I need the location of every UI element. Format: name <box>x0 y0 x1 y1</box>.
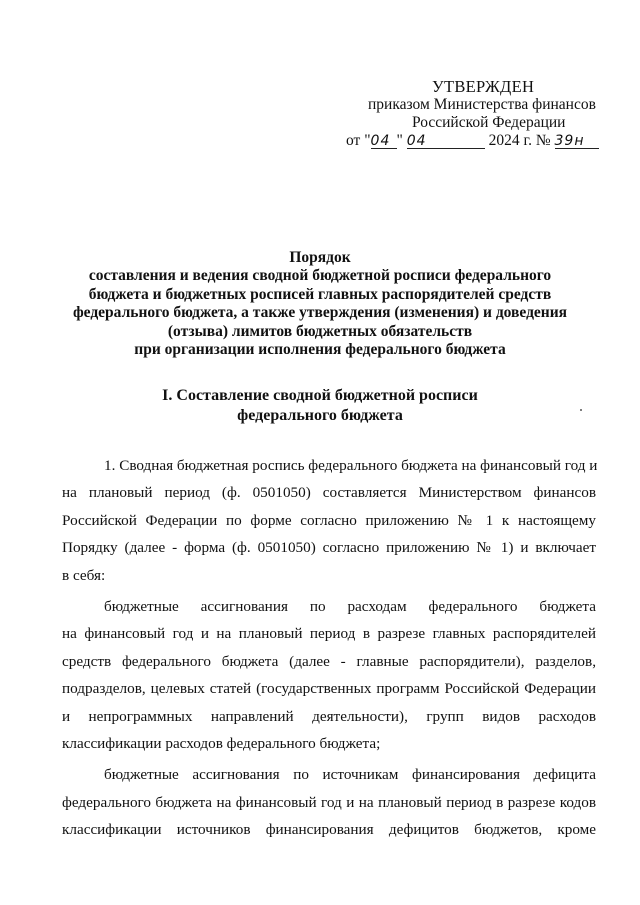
date-day-field <box>371 134 397 149</box>
body-line: 1. Сводная бюджетная роспись федерального бюджета на финансовый год и <box>104 457 598 474</box>
approval-federation-line: Российской Федерации <box>412 114 566 131</box>
section-heading-line: федерального бюджета <box>237 407 403 424</box>
date-quote: " <box>396 132 403 149</box>
body-line: федерального бюджета на финансовый год и на плановый период в разрезе кодов <box>62 793 596 811</box>
body-line: Российской Федерации по форме согласно приложению № 1 к настоящему <box>62 511 596 529</box>
title-line: бюджета и бюджетных росписей главных распорядителей средств <box>88 285 552 303</box>
body-line: на финансовый год и на плановый период в разрезе главных распорядителей <box>62 625 596 643</box>
title-line: Порядок <box>289 249 351 266</box>
body-line: на плановый период (ф. 0501050) составляется Министерством финансов <box>62 484 596 502</box>
title-line: при организации исполнения федерального бюджета <box>134 341 506 359</box>
title-line: федерального бюджета, а также утверждения (изменения) и доведения <box>72 304 568 322</box>
paragraph-3 <box>62 761 596 843</box>
date-month-handwritten: 04 <box>406 133 427 149</box>
body-line: в себя: <box>62 566 106 584</box>
date-prefix: от " <box>346 132 371 149</box>
date-month-field <box>407 134 485 149</box>
section-heading <box>60 386 580 426</box>
order-number-handwritten: 39н <box>554 133 585 149</box>
body-line: и непрограммных направлений деятельности), групп видов расходов <box>62 707 596 725</box>
body-line: классификации источников финансирования дефицитов бюджетов, кроме <box>62 821 596 839</box>
document-title <box>60 249 580 359</box>
title-line: составления и ведения сводной бюджетной росписи федерального <box>88 267 552 285</box>
paragraph-2 <box>62 593 596 757</box>
document-body <box>62 452 596 843</box>
title-line: (отзыва) лимитов бюджетных обязательств <box>167 322 473 340</box>
order-number-field <box>555 134 599 149</box>
date-day-handwritten: 04 <box>370 133 391 149</box>
section-heading-line: I. Составление сводной бюджетной росписи <box>162 387 478 404</box>
approval-order-line: приказом Министерства финансов <box>368 96 596 113</box>
approval-title: УТВЕРЖДЕН <box>432 77 535 96</box>
body-line: классификации расходов федерального бюджета; <box>62 734 381 752</box>
date-year-text: 2024 г. № <box>488 132 551 149</box>
body-line: средств федерального бюджета (далее - главные распорядители), разделов, <box>62 652 596 670</box>
scan-speck <box>580 409 582 411</box>
body-line: бюджетные ассигнования по расходам федерального бюджета <box>104 597 596 615</box>
body-line: Порядку (далее - форма (ф. 0501050) согласно приложению № 1) и включает <box>62 539 596 557</box>
paragraph-1 <box>62 452 596 589</box>
body-line: подразделов, целевых статей (государственных программ Российской Федерации <box>62 680 596 698</box>
approval-date-line <box>346 132 599 150</box>
body-line: бюджетные ассигнования по источникам финансирования дефицита <box>104 766 596 784</box>
